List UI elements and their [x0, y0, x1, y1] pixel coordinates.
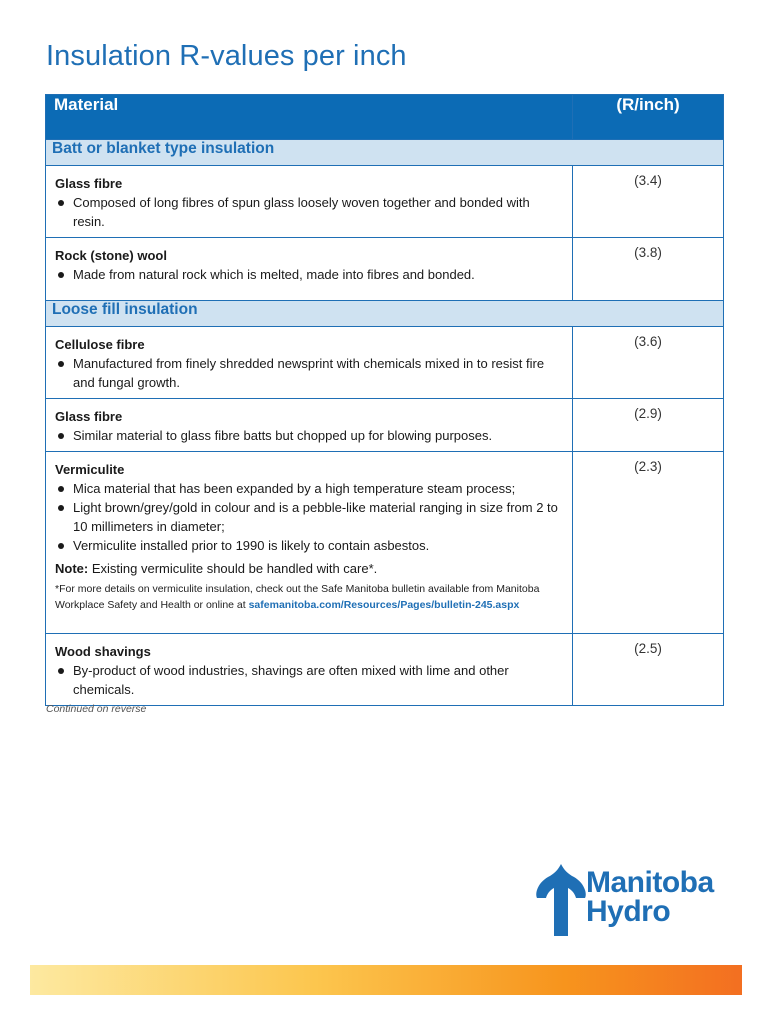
- rvalue-cell: (3.8): [573, 238, 724, 301]
- material-name: Wood shavings: [55, 644, 151, 659]
- rvalue-cell: (3.4): [573, 166, 724, 238]
- material-name: Glass fibre: [55, 409, 123, 424]
- note-label: Note:: [55, 561, 89, 576]
- note-text: Existing vermiculite should be handled with care*.: [88, 561, 378, 576]
- table-row: [46, 452, 724, 634]
- bullet-list: [55, 661, 562, 699]
- bullet-list: [55, 426, 562, 445]
- material-cell: [46, 452, 573, 634]
- bottom-gradient-bar: [30, 965, 742, 995]
- rvalue-cell: (2.3): [573, 452, 724, 634]
- material-cell: [46, 634, 573, 706]
- material-cell: [46, 399, 573, 452]
- bullet-list: [55, 479, 562, 555]
- material-cell: [46, 327, 573, 399]
- footnote: [55, 582, 562, 613]
- material-cell: [46, 166, 573, 238]
- table-row: [46, 238, 724, 301]
- table-header-row: [46, 95, 724, 140]
- bullet-list: [55, 265, 562, 284]
- bullet-item: By-product of wood industries, shavings are often mixed with lime and other chemicals.: [73, 661, 562, 699]
- column-header-material: Material: [46, 95, 573, 140]
- bullet-item: Light brown/grey/gold in colour and is a pebble-like material ranging in size from 2 to 10 millimeters in diameter;: [73, 498, 562, 536]
- bullet-item: Vermiculite installed prior to 1990 is likely to contain asbestos.: [73, 536, 562, 555]
- table-row: [46, 327, 724, 399]
- table-row: [46, 399, 724, 452]
- logo-line-2: Hydro: [586, 895, 671, 928]
- category-row-batt: [46, 140, 724, 166]
- bullet-list: [55, 193, 562, 231]
- category-row-loose-fill: [46, 301, 724, 327]
- material-name: Rock (stone) wool: [55, 248, 167, 263]
- continued-note: Continued on reverse: [46, 703, 147, 715]
- safemanitoba-link[interactable]: safemanitoba.com/Resources/Pages/bulletin-245.aspx: [248, 598, 520, 611]
- column-header-rvalue: (R/inch): [573, 95, 724, 140]
- footnote-text: *For more details on vermiculite insulation, check out the Safe Manitoba bulletin available from Manitoba Workplace Safety and Health or online at: [55, 583, 540, 611]
- material-cell: [46, 238, 573, 301]
- bullet-item: Similar material to glass fibre batts but chopped up for blowing purposes.: [73, 426, 562, 445]
- table-row: [46, 634, 724, 706]
- rvalue-cell: (2.9): [573, 399, 724, 452]
- material-name: Cellulose fibre: [55, 337, 145, 352]
- logo-line-1: Manitoba: [586, 866, 714, 899]
- bullet-item: Made from natural rock which is melted, made into fibres and bonded.: [73, 265, 562, 284]
- category-label: Loose fill insulation: [46, 301, 724, 327]
- material-name: Glass fibre: [55, 176, 123, 191]
- bullet-item: Manufactured from finely shredded newsprint with chemicals mixed in to resist fire and fungal growth.: [73, 354, 562, 392]
- page-title: Insulation R-values per inch: [46, 40, 407, 72]
- bullet-item: Mica material that has been expanded by a high temperature steam process;: [73, 479, 562, 498]
- bullet-list: [55, 354, 562, 392]
- r-value-table: [45, 94, 724, 706]
- manitoba-hydro-logo: [536, 864, 726, 936]
- table-row: [46, 166, 724, 238]
- bullet-item: Composed of long fibres of spun glass loosely woven together and bonded with resin.: [73, 193, 562, 231]
- rvalue-cell: (3.6): [573, 327, 724, 399]
- vermiculite-note: [55, 559, 562, 578]
- category-label: Batt or blanket type insulation: [46, 140, 724, 166]
- rvalue-cell: (2.5): [573, 634, 724, 706]
- hydro-tower-icon: [536, 864, 586, 936]
- material-name: Vermiculite: [55, 462, 125, 477]
